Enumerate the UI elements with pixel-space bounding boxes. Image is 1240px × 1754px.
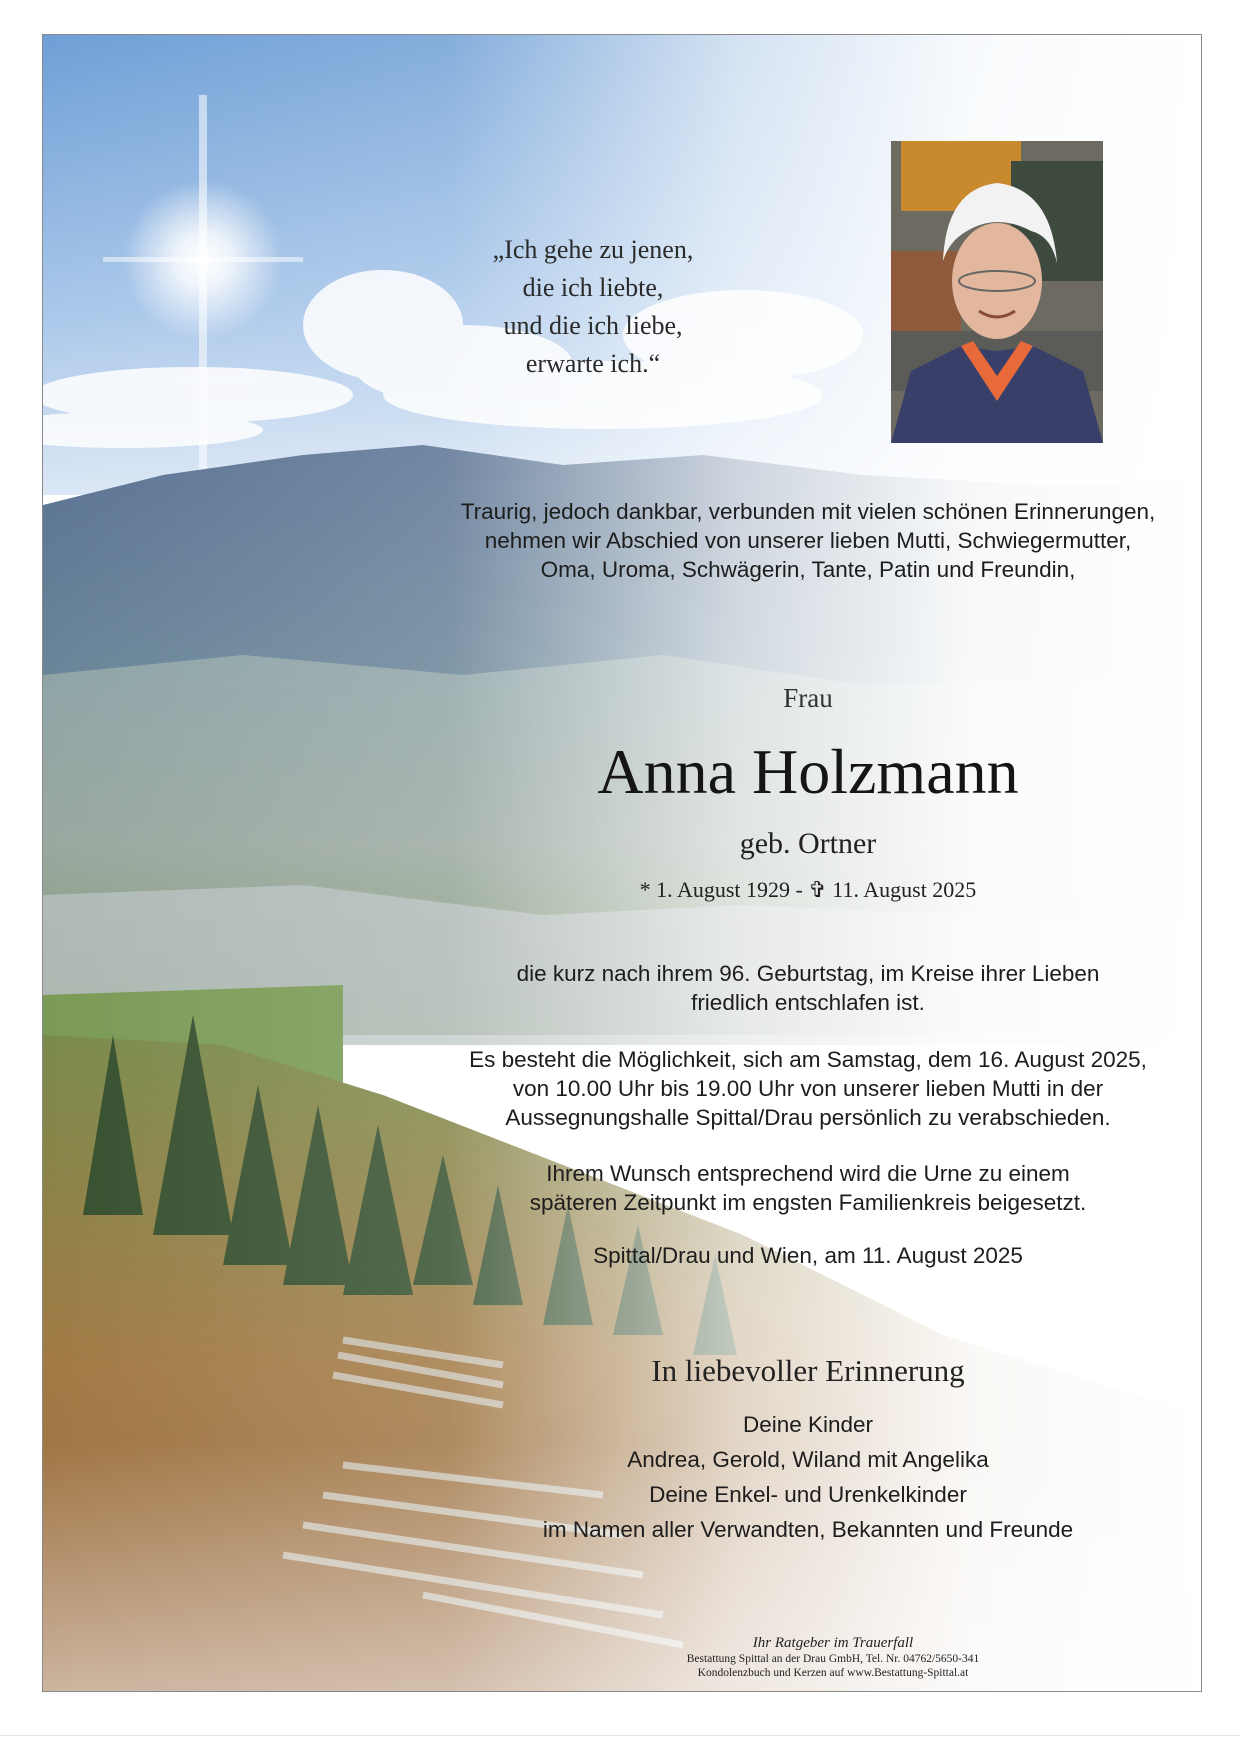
intro-line: nehmen wir Abschied von unserer lieben Mutti, Schwiegermutter, xyxy=(484,528,1132,553)
farewell-line: von 10.00 Uhr bis 19.00 Uhr von unserer lieben Mutti in der xyxy=(512,1076,1104,1101)
mourner-line: im Namen aller Verwandten, Bekannten und Freunde xyxy=(542,1517,1074,1542)
life-dates: * 1. August 1929 - ✞ 11. August 2025 xyxy=(639,877,977,902)
farewell-paragraph xyxy=(383,1045,1202,1132)
place-date: Spittal/Drau und Wien, am 11. August 2025 xyxy=(593,1243,1023,1268)
footer-contact: Bestattung Spittal an der Drau GmbH, Tel. Nr. 04762/5650-341 xyxy=(686,1653,980,1665)
urn-line: Ihrem Wunsch entsprechend wird die Urne zu einem xyxy=(546,1161,1070,1186)
portrait-photo xyxy=(891,141,1103,443)
farewell-line: Es besteht die Möglichkeit, sich am Samstag, dem 16. August 2025, xyxy=(469,1047,1147,1072)
intro-paragraph xyxy=(383,497,1202,584)
passing-line: friedlich entschlafen ist. xyxy=(691,990,925,1015)
urn-paragraph xyxy=(383,1159,1202,1217)
passing-line: die kurz nach ihrem 96. Geburtstag, im Kreise ihrer Lieben xyxy=(516,961,1100,986)
urn-line: späteren Zeitpunkt im engsten Familienkreis beigesetzt. xyxy=(529,1190,1087,1215)
mourner-line: Andrea, Gerold, Wiland mit Angelika xyxy=(627,1447,989,1472)
quote-line: erwarte ich.“ xyxy=(525,349,661,378)
funeral-home-footer xyxy=(603,1635,1063,1680)
footer-website: Kondolenzbuch und Kerzen auf www.Bestattung-Spittal.at xyxy=(697,1667,969,1679)
footer-slogan: Ihr Ratgeber im Trauerfall xyxy=(752,1635,914,1651)
quote-line: die ich liebte, xyxy=(522,273,664,302)
mourners-list xyxy=(383,1407,1202,1547)
quote-line: und die ich liebe, xyxy=(503,311,683,340)
mourners-heading: In liebevoller Erinnerung xyxy=(651,1353,965,1388)
title-frau: Frau xyxy=(783,683,833,713)
passing-paragraph xyxy=(383,959,1202,1017)
mourner-line: Deine Kinder xyxy=(742,1412,874,1437)
quote-line: „Ich gehe zu jenen, xyxy=(492,235,694,264)
intro-line: Traurig, jedoch dankbar, verbunden mit vielen schönen Erinnerungen, xyxy=(460,499,1156,524)
mourner-line: Deine Enkel- und Urenkelkinder xyxy=(649,1482,967,1507)
deceased-name: Anna Holzmann xyxy=(597,736,1019,807)
scan-edge-line xyxy=(0,1735,1240,1736)
maiden-name: geb. Ortner xyxy=(739,827,877,860)
memorial-quote xyxy=(423,231,763,383)
intro-line: Oma, Uroma, Schwägerin, Tante, Patin und Freundin, xyxy=(540,557,1076,582)
farewell-line: Aussegnungshalle Spittal/Drau persönlich zu verabschieden. xyxy=(505,1105,1111,1130)
obituary-card xyxy=(42,34,1202,1692)
